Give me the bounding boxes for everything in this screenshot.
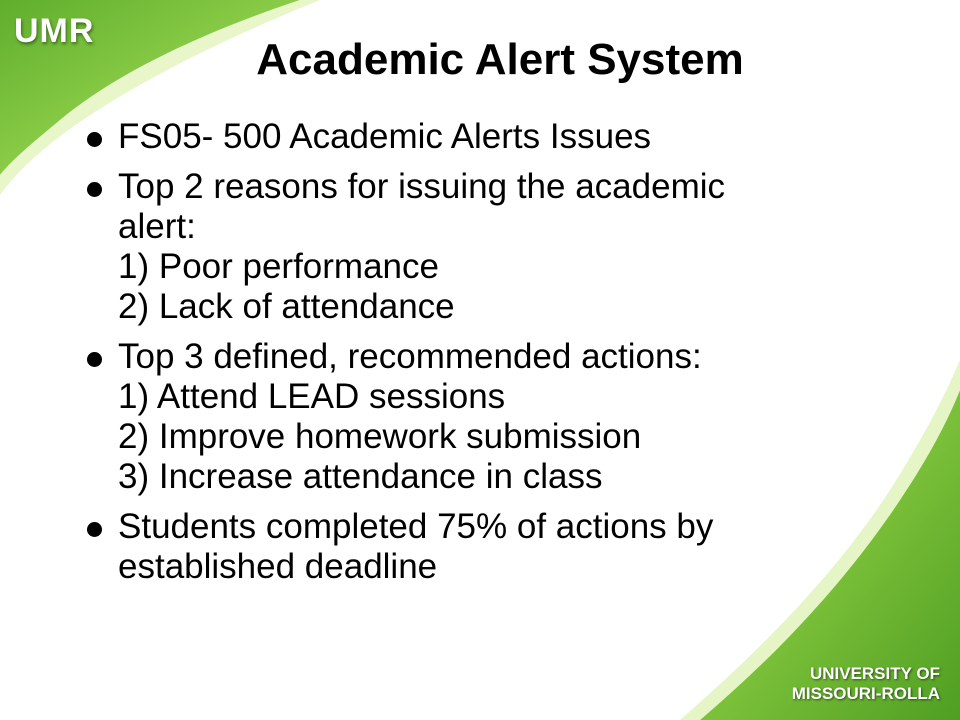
university-logo-line1: UNIVERSITY OF [809,664,940,683]
bullet-item [80,337,880,497]
bullet-line: 1) Poor performance [118,247,439,286]
university-logo [792,664,940,704]
bullet-list [80,117,880,597]
bullet-dot-icon [87,182,102,197]
bullet-dot-icon [87,352,102,367]
bullet-item [80,117,880,157]
bullet-line: Top 2 reasons for issuing the academic [118,167,725,206]
university-logo-line2: MISSOURI-ROLLA [791,684,940,703]
bullet-line: established deadline [118,547,438,586]
bullet-dot-icon [87,132,102,147]
bullet-line: 2) Lack of attendance [118,287,455,326]
bullet-line: alert: [118,207,196,246]
slide-title: Academic Alert System [256,35,744,84]
bullet-line: Students completed 75% of actions by [118,507,714,546]
umr-logo: UMR [14,12,95,50]
bullet-dot-icon [87,522,102,537]
bullet-line: FS05- 500 Academic Alerts Issues [118,117,652,156]
bullet-line: 2) Improve homework submission [118,417,642,456]
bullet-line: Top 3 defined, recommended actions: [118,337,702,376]
bullet-line: 1) Attend LEAD sessions [118,377,506,416]
bullet-item [80,167,880,327]
bullet-item [80,507,880,587]
bullet-line: 3) Increase attendance in class [118,457,603,496]
